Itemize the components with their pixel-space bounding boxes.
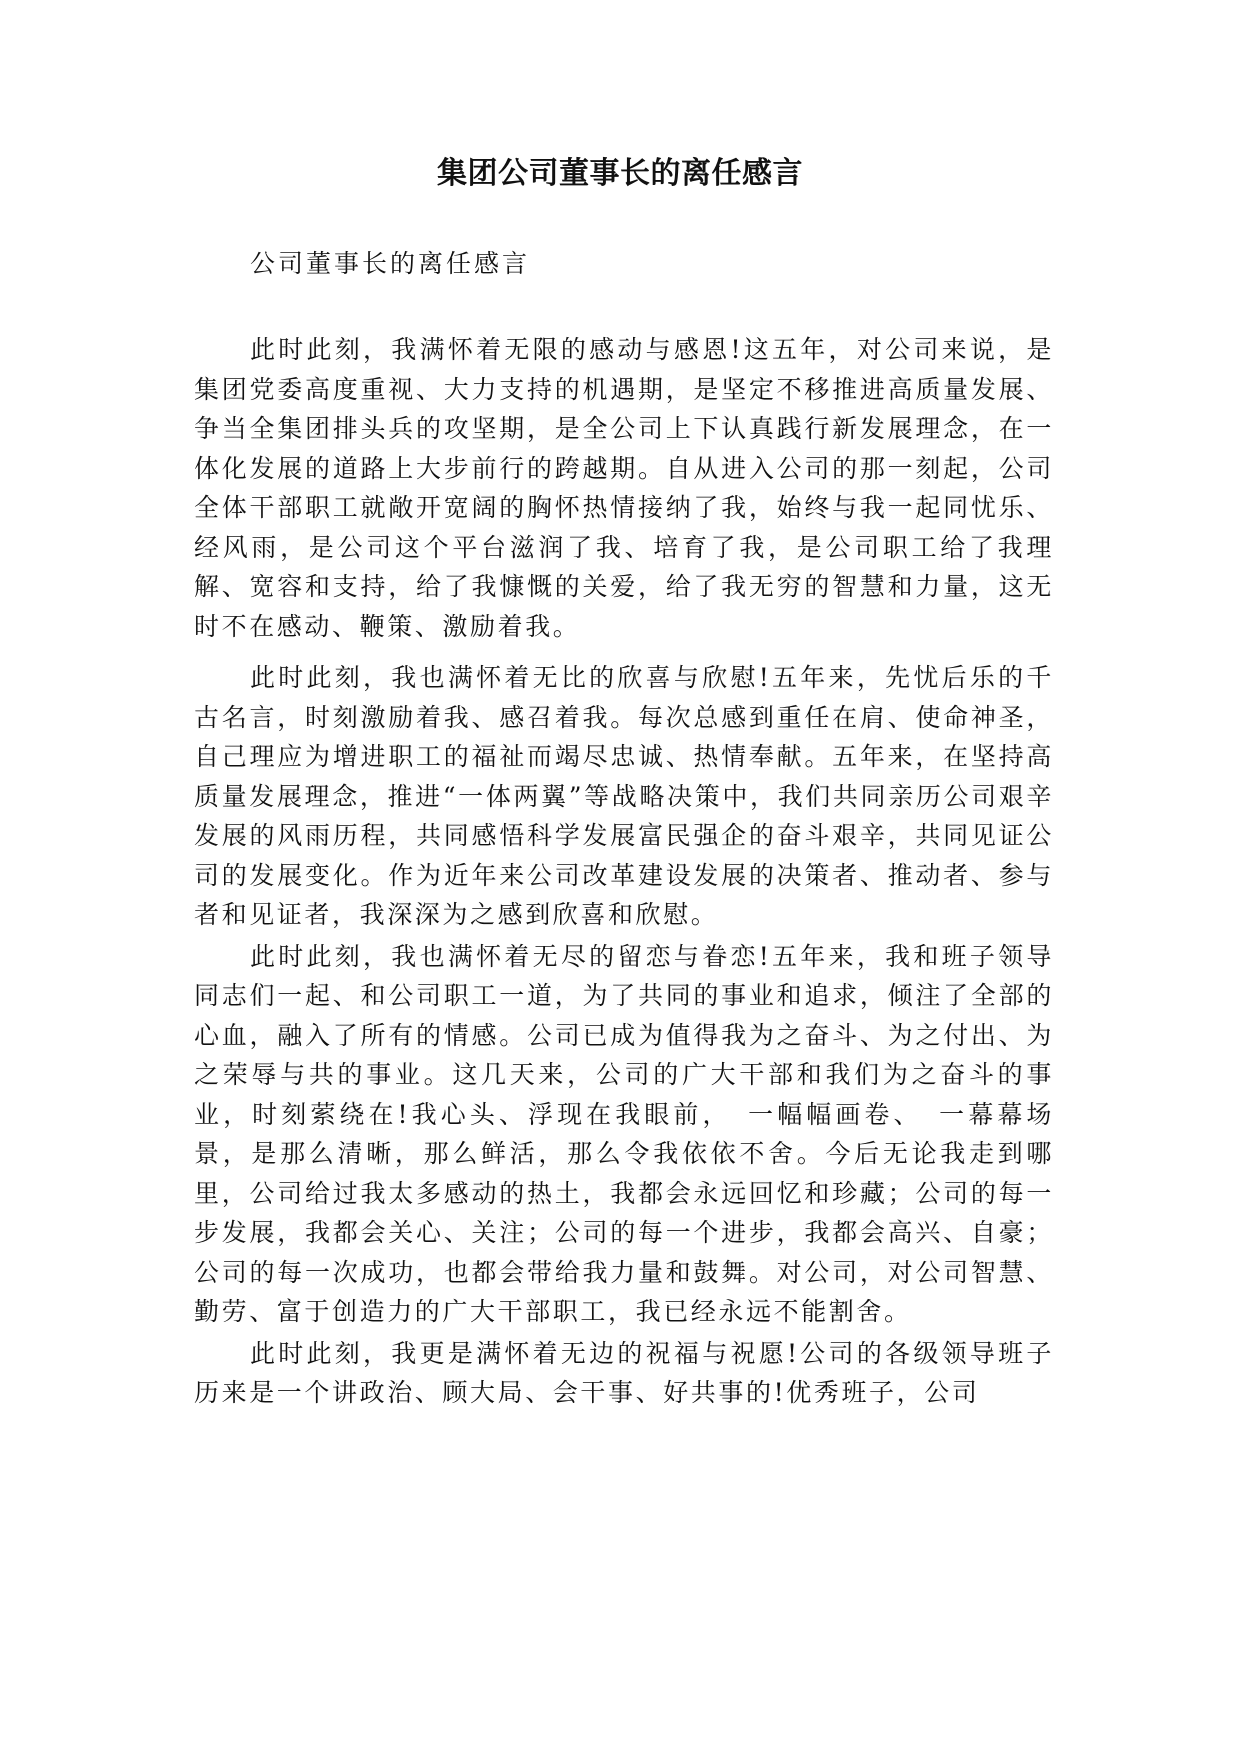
paragraph-1: 此时此刻，我满怀着无限的感动与感恩!这五年，对公司来说，是集团党委高度重视、大力支持的机遇期，是坚定不移推进高质量发展、争当全集团排头兵的攻坚期，是全公司上下认真践行新发展理念，在一体化发展的道路上大步前行的跨越期。自从进入公司的那一刻起，公司全体干部职工就敞开宽阔的胸怀热情接纳了我，始终与我一起同忧乐、经风雨，是公司这个平台滋润了我、培育了我，是公司职工给了我理解、宽容和支持，给了我慷慨的关爱，给了我无穷的智慧和力量，这无时不在感动、鞭策、激励着我。 bbox=[194, 335, 1054, 641]
document-body bbox=[194, 330, 1054, 1425]
paragraph-4: 此时此刻，我更是满怀着无边的祝福与祝愿!公司的各级领导班子历来是一个讲政治、顾大局、会干事、好共事的!优秀班子，公司 bbox=[194, 1338, 1054, 1407]
document-subtitle: 公司董事长的离任感言 bbox=[250, 249, 531, 278]
document-title: 集团公司董事长的离任感言 bbox=[437, 156, 803, 191]
paragraph-2: 此时此刻，我也满怀着无比的欣喜与欣慰!五年来，先忧后乐的千古名言，时刻激励着我、感召着我。每次总感到重任在肩、使命神圣，自己理应为增进职工的福祉而竭尽忠诚、热情奉献。五年来，在坚持高质量发展理念，推进“一体两翼”等战略决策中，我们共同亲历公司艰辛发展的风雨历程，共同感悟科学发展富民强企的奋斗艰辛，共同见证公司的发展变化。作为近年来公司改革建设发展的决策者、推动者、参与者和见证者，我深深为之感到欣喜和欣慰。 bbox=[194, 663, 1054, 929]
paragraph-3: 此时此刻，我也满怀着无尽的留恋与眷恋!五年来，我和班子领导同志们一起、和公司职工一道，为了共同的事业和追求，倾注了全部的心血，融入了所有的情感。公司已成为值得我为之奋斗、为之付出、为之荣辱与共的事业。这几天来，公司的广大干部和我们为之奋斗的事业，时刻萦绕在!我心头、浮现在我眼前， 一幅幅画卷、 一幕幕场景，是那么清晰，那么鲜活，那么令我依依不舍。今后无论我走到哪里，公司给过我太多感动的热土，我都会永远回忆和珍藏；公司的每一步发展，我都会关心、关注；公司的每一个进步，我都会高兴、自豪；公司的每一次成功，也都会带给我力量和鼓舞。对公司，对公司智慧、勤劳、富于创造力的广大干部职工，我已经永远不能割舍。 bbox=[194, 941, 1054, 1326]
